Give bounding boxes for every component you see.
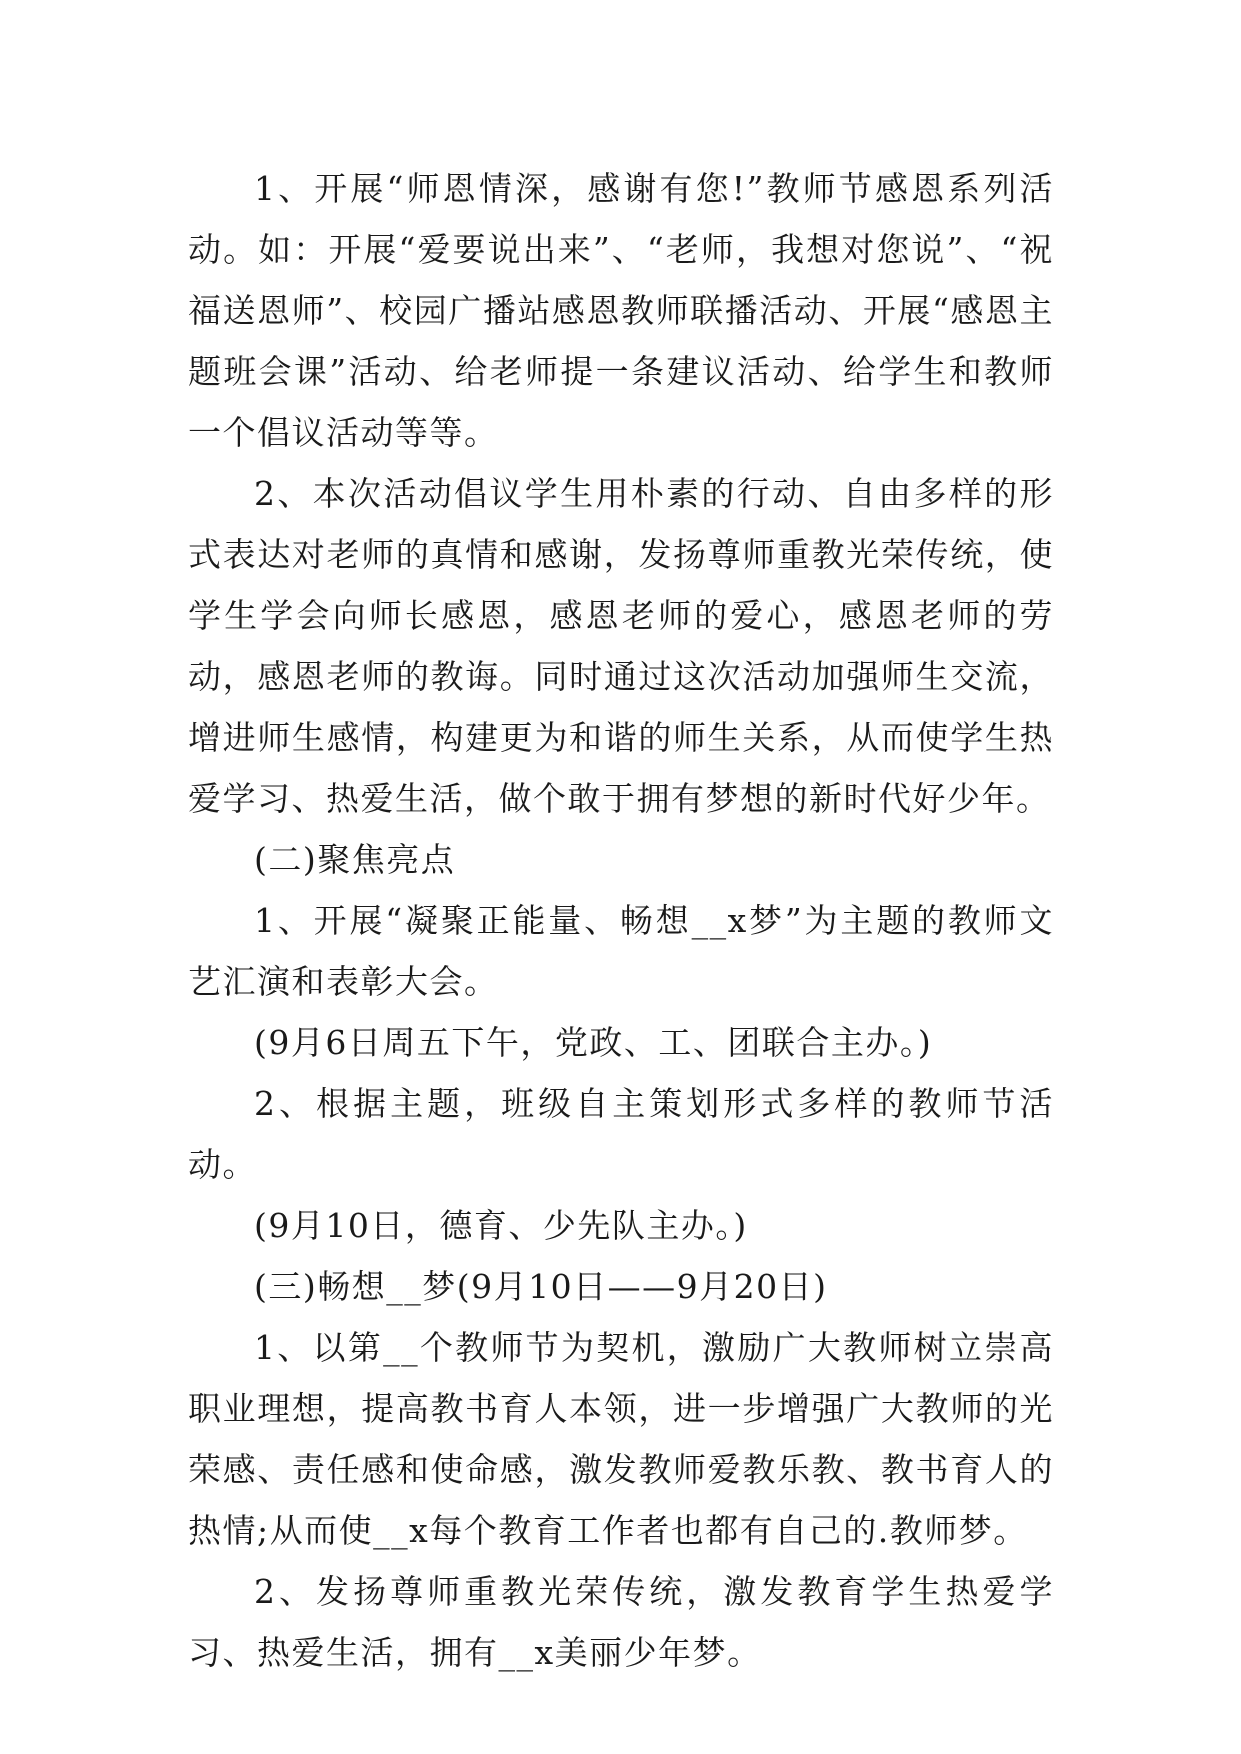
paragraph-highlight-2: 2、根据主题，班级自主策划形式多样的教师节活动。 <box>188 1084 1054 1184</box>
section-heading-dream: (三)畅想__梦(9月10日——9月20日) <box>254 1267 828 1306</box>
document-body <box>188 158 1054 1683</box>
paragraph-highlight-1-note: (9月6日周五下午，党政、工、团联合主办。) <box>254 1023 933 1062</box>
paragraph-highlight-2-note: (9月10日，德育、少先队主办。) <box>254 1206 748 1245</box>
paragraph-activity-1: 1、开展“师恩情深，感谢有您!”教师节感恩系列活动。如：开展“爱要说出来”、“老师，我想对您说”、“祝福送恩师”、校园广播站感恩教师联播活动、开展“感恩主题班会课”活动、给老师提一条建议活动、给学生和教师一个倡议活动等等。 <box>188 169 1054 452</box>
paragraph-highlight-1: 1、开展“凝聚正能量、畅想__x梦”为主题的教师文艺汇演和表彰大会。 <box>188 901 1054 1001</box>
paragraph-dream-2: 2、发扬尊师重教光荣传统，激发教育学生热爱学习、热爱生活，拥有__x美丽少年梦。 <box>188 1572 1054 1672</box>
section-heading-highlights: (二)聚焦亮点 <box>254 840 456 879</box>
paragraph-activity-2: 2、本次活动倡议学生用朴素的行动、自由多样的形式表达对老师的真情和感谢，发扬尊师重教光荣传统，使学生学会向师长感恩，感恩老师的爱心，感恩老师的劳动，感恩老师的教诲。同时通过这次活动加强师生交流，增进师生感情，构建更为和谐的师生关系，从而使学生热爱学习、热爱生活，做个敢于拥有梦想的新时代好少年。 <box>188 474 1054 818</box>
paragraph-dream-1: 1、以第__个教师节为契机，激励广大教师树立崇高职业理想，提高教书育人本领，进一步增强广大教师的光荣感、责任感和使命感，激发教师爱教乐教、教书育人的热情;从而使__x每个教育工作者也都有自己的.教师梦。 <box>188 1328 1054 1550</box>
